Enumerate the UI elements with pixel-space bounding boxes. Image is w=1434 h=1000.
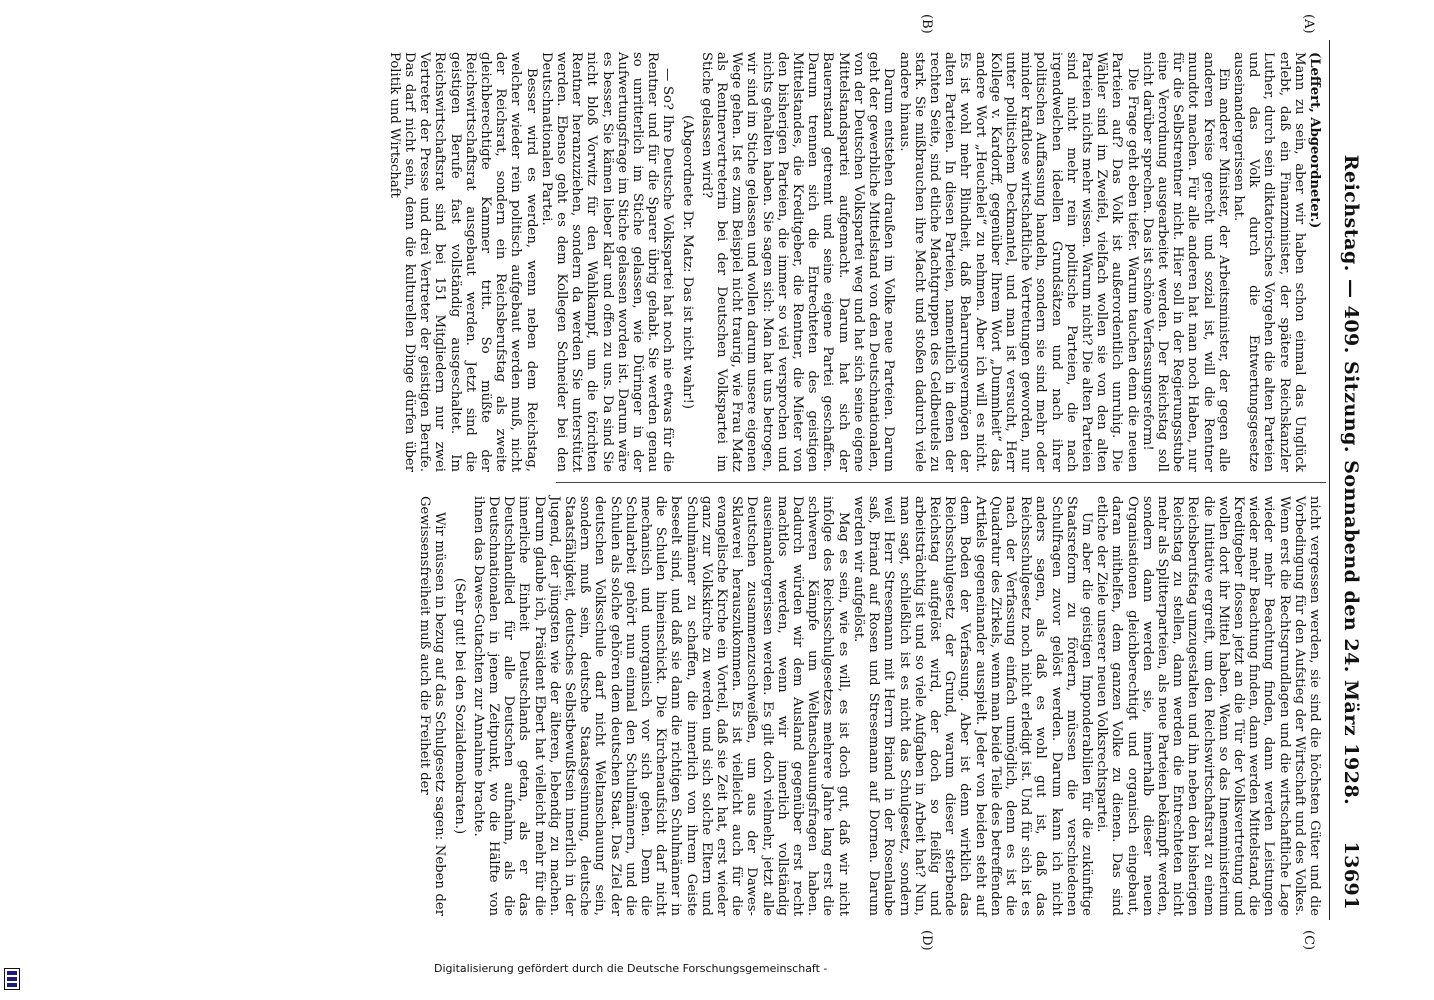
margin-mark-c: (C) [1301,930,1316,951]
speaker-label: (Leffert, Abgeordneter.) [1307,52,1322,229]
paragraph: nicht vergessen werden, sie sind die höchsten Güter und die Vorbedingung für den Aufstieg der Wirtschaft und des Volkes. Wenn erst die Rechtsgrundlagen und die wirtschaftliche Lage wieder mehr Beachtung finden, dann werden Leistungen wieder mehr Beachtung finden, dann werden Mittelstand, die Kreditgeber flossen jetzt an die Tür der Volksvertretung und wollen dort ihr Mittel haben. Wenn so das Innenministerium die Initiative ergreift, um den Reichswirtschaftsrat zu einem Reichsberufstag umzugestalten und ihn neben den bisherigen Reichstag zu stellen, dann werden die Entrechteten nicht mehr als Splitterparteien, als neue Parteien bekämpft werden, sondern dann werden sie, innerhalb dieser neuen Organisationen gleichberechtigt und organisch eingebaut, daran mithelfen, dem ganzen Volke zu dienen. Das sind etliche der Ziele unserer neuen Volksrechtspartei. [1094,496,1322,916]
paragraph: Ein anderer Minister, der Arbeitsminister, der gegen alle anderen Kreise gerecht und sozial ist, will die Rentner mundtot machen. Für alle anderen hat man noch Haben, nur für die Selbstrentner nicht. Hier soll in der Regierungsstube eine Verordnung ausgearbeitet werden. Der Reichstag soll nicht darüber sprechen. Das ist schöne Verfassungsreform! [1139,52,1231,472]
paragraph: Mann zu sein, aber wir haben schon einmal das Unglück erlebt, daß ein Finanzminister, der spätere Reichskanzler Luther, durch sein diktatorisches Vorgehen die alten Parteien und das Volk durch die Entwertungsgesetze auseinandergerissen hat. [1230,52,1307,472]
header-rule [1329,40,1330,920]
interjection: (Abgeordnete Dr. Matz: Das ist nicht wahr!) [679,114,695,410]
paragraph: Darum entstehen draußen im Volke neue Parteien. Darum geht der gewerbliche Mittelstand von den Deutschnationalen, von der Deutschen Volkspartei weg und hat sich seine eigene Mittelstandspartei aufgemacht. Darum hat sich der Bauernstand getrennt und seine eigene Partei geschaffen. Darum trennen sich die Entrechteten des geistigen Mittelstandes, die Kreditgeber, die Rentner, die Mieter von den bisherigen Parteien, die immer so viel versprochen und nichts gehalten haben. Sie sagen sich: Man hat uns betrogen, wir sind im Stiche gelassen und wollen darum unsere eigenen Wege gehen. Ist es zum Beispiel nicht traurig, wie Frau Matz als Rentnervertreterin bei der Deutschen Volkspartei im Stiche gelassen wird? [698,52,897,472]
left-column [386,52,1322,472]
margin-mark-a: (A) [1301,14,1316,34]
page-title: Reichstag. — 409. Sitzung. Sonnabend den 24. März 1928. [1340,154,1362,806]
dfg-logo-icon [4,968,20,990]
paragraph: Besser wird es werden, wenn neben dem Reichstag, welcher wieder rein politisch aufgebaut werden muß, nicht der Reichsrat, sondern ein Reichsberufstag als zweite gleichberechtigte Kammer tritt. So müßte der Reichswirtschaftsrat ausgebaut werden. Jetzt sind die geistigen Berufe fast vollständig ausgeschaltet. Im Reichswirtschaftsrat sind bei 151 Mitgliedern nur zwei Vertreter der Presse und drei Vertreter der geistigen Berufe. Das darf nicht sein, denn die kulturellen Dinge dürfen über Politik und Wirtschaft [386,52,539,472]
paragraph: Um aber die geistigen Imponderabilien für die zukünftige Staatsreform zu fördern, müssen die verschiedenen Schulfragen zuvor gelöst werden. Darum kann ich nicht anders sagen, als daß es wohl gut ist, daß das Reichsschulgesetz noch nicht erledigt ist. Und für sich ist es nach der Verfassung einfach unmöglich, denn es ist die Quadratur des Zirkels, wenn man beide Teile des betreffenden Artikels gegeneinander ausspielt. Jeder von beiden steht auf dem Boden der Verfassung. Aber ist denn wirklich das Reichsschulgesetz der Grund, warum dieser sterbende Reichstag aufgelöst wird, der doch so fleißig und arbeitsträchtig ist und so viele Aufgaben in Arbeit hat? Nun, man sagt, schließlich ist es nicht das Schulgesetz, sondern weil Herr Stresemann mit Herrn Briand in der Rosenlaube saß, Briand auf Rosen und Stresemann auf Dornen. Darum werden wir aufgelöst. [850,496,1094,916]
paragraph: Mag es sein, wie es will, es ist doch gut, daß wir nicht infolge des Reichsschulgesetzes mehrere Jahre lang erst die schweren Kämpfe um Weltanschauungsfragen haben. Dadurch würden wir dem Ausland gegenüber erst recht machtlos werden, wenn wir innerlich vollständig auseinandergerissen werden. Es gilt doch vielmehr, jetzt alle Deutschen zusammenzuschweißen, um aus der Dawes-Sklaverei herauszukommen. Es ist vielleicht auch für die evangelische Kirche ein Vorteil, daß sie Zeit hat, erst wieder ganz zur Volkskirche zu werden und sich solche Eltern und Schulmänner zu schaffen, die innerlich von ihrem Geiste beseelt sind, und daß sie dann die richtigen Schulmänner in die Schulen hineinschickt. Die Kirchenaufsicht darf nicht mechanisch und unorganisch vor sich gehen. Denn die Schularbeit gehört nun einmal den Schulmännern, und die Schulen als solche gehören dem deutschen Staat. Das Ziel der deutschen Volksschule darf nicht Weltanschauung sein, sondern muß sein, deutsche Staatsgesinnung, deutsche Staatsfähigkeit, deutsches Selbstbewußtsein innerlich in der Jugend, der jüngsten wie der älteren, lebendig zu machen. Darum glaube ich, Präsident Ebert hat vielleicht mehr für die innerliche Einheit Deutschlands getan, als er das Deutschlandlied für alle Deutschen aufnahm, als die Deutschnationalen in jenem Zeitpunkt, wo die Hälfte von ihnen das Dawes-Gutachten zur Annahme brachte. [470,496,851,916]
paragraph: — So? Ihre Deutsche Volkspartei hat noch nie etwas für die Rentner und für die Sparer übrig gehabt. Sie werden genau so unritterlich im Stiche gelassen, wie Düringer in der Aufwertungsfrage im Stiche gelassen worden ist. Darum wäre es besser, Sie kämen lieber klar und offen zu uns. Da sind Sie nicht bloß Vorwitz für den Wahlkampf, um die törichten Rentner heranzuziehen, sondern da werden Sie unterstützt werden. Ebenso geht es dem Kollegen Schneider bei den Deutschnationalen Partei. [538,52,676,472]
digitization-note: Digitalisierung gefördert durch die Deutsche Forschungsgemeinschaft - [434,962,828,975]
page-number: 13691 [1340,841,1362,910]
digitization-strip [0,960,1434,980]
margin-mark-d: (D) [919,930,934,951]
paragraph: Wir müssen in bezug auf das Schulgesetz sagen: Neben der Gewissensfreiheit muß auch die Freiheit der [417,496,448,916]
interjection: (Sehr gut! bei den Sozialdemokraten.) [451,577,467,835]
page-header [1332,50,1362,910]
column-divider [556,482,1326,483]
right-column [417,496,1322,916]
margin-mark-b: (B) [919,14,934,34]
paragraph: Die Frage geht eben tiefer. Warum tauchen denn die neuen Parteien auf? Das Volk ist außerordentlich unruhig. Die Wähler sind im Zweifel, vielfach wollen sie von den alten Parteien nichts mehr wissen. Warum nicht? Die alten Parteien sind nicht mehr rein politische Parteien, die nach irgendwelchen ideellen Grundsätzen und nach ihrer politischen Auffassung handeln, sondern sie sind mehr oder minder kraftlose wirtschaftliche Vertretungen geworden, nur unter politischem Deckmantel, und man ist versucht, Herr Kollege v. Kardorff, gegenüber Ihrem Wort „Dummheit“ das andere Wort „Heuchelei“ zu nehmen. Aber ich will es nicht. Es ist wohl mehr Blindheit, daß Beharrungsvermögen der alten Parteien. In diesen Parteien, namentlich in denen der rechten Seite, sind etliche Machtgruppen des Geldbeutels zu stark. Sie mißbrauchen ihre Macht und stoßen dadurch viele andere hinaus. [896,52,1140,472]
